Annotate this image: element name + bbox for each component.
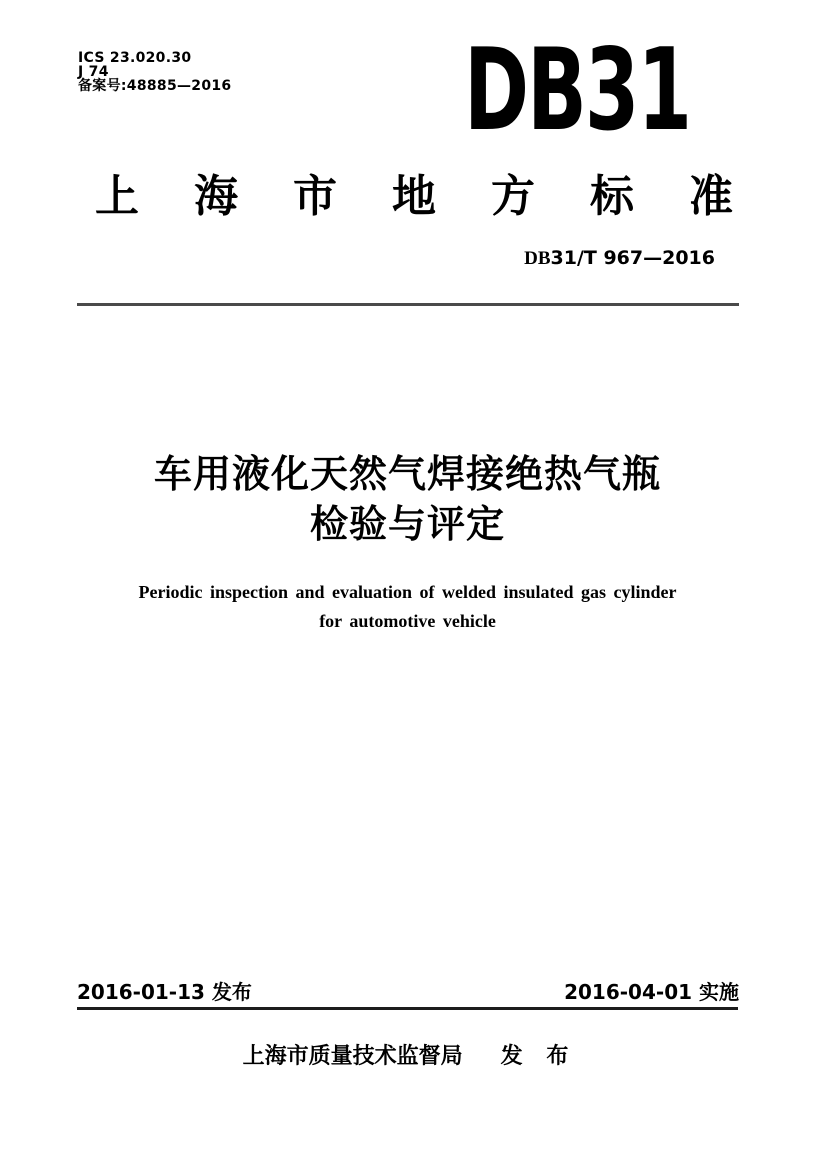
top-divider [77,303,739,306]
dates-row [77,981,739,1003]
implementation-date: 2016-04-01 实施 [564,980,739,1004]
publish-label: 发 布 [500,1044,573,1069]
ics-code: ICS 23.020.30 [78,50,192,66]
document-title [0,449,815,549]
standard-number-rest: 31/T 967—2016 [550,247,715,269]
record-number: 备案号:48885—2016 [78,78,232,94]
english-subtitle-line1: Periodic inspection and evaluation of welded insulated gas cylinder [138,582,677,602]
document-title-line1: 车用液化天然气焊接绝热气瓶 [153,452,661,496]
classification-code: J 74 [78,64,109,80]
document-title-line2: 检验与评定 [309,502,505,546]
publisher-row [0,1043,815,1071]
db31-logo: DB31 [464,24,691,157]
issue-date: 2016-01-13 发布 [77,980,252,1004]
bottom-divider [77,1007,738,1010]
standard-number-prefix: DB [524,248,551,269]
english-subtitle [0,578,815,636]
publisher-name: 上海市质量技术监督局 [242,1044,463,1069]
local-standard-heading: 上海市地方标准 [95,171,788,222]
standard-number [524,247,715,270]
english-subtitle-line2: for automotive vehicle [319,611,496,631]
ics-block [78,51,231,93]
